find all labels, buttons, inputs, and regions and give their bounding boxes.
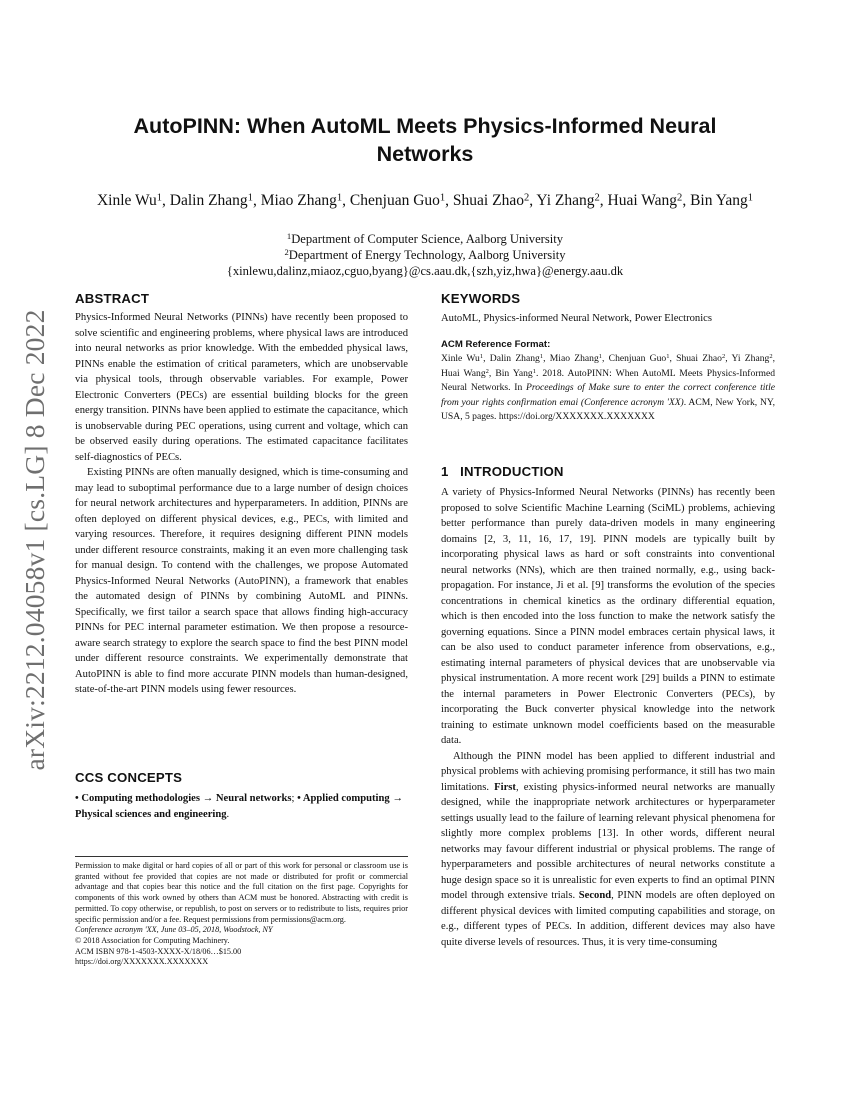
doi-line: https://doi.org/XXXXXXX.XXXXXXX <box>75 957 209 967</box>
intro-paragraph: Although the PINN model has been applied to different industrial and physical problems with achieving promising performance, it still has two main limitations. First, existing physics-informed neural networks are manually designed, while the inappropriate network architectures or hyperparameter settings usually lead to the failure of learning relevant physical phenomena for slightly more complex problems [13]. In other words, different neural networks may favour different industrial or physical problems. The range of hyperparameters and possible architectures of neural networks constitute a huge design space so it is unrealistic for even experts to find an optimal PINN model through extensive trials. Second, PINN models are often deployed on different physical devices with limited computing capabilities and storage, on e.g., different types of PECs. In addition, different devices may also have quite diverse levels of resources. Thus, it is very time-consuming <box>441 750 775 948</box>
ccs-concepts: • Computing methodologies → Neural networks; • Applied computing → Physical sciences and engineering. <box>75 793 403 820</box>
arxiv-stamp <box>10 300 60 780</box>
introduction-body <box>441 485 775 950</box>
author: Bin Yang$^1$ <box>690 192 754 209</box>
permission-text: Permission to make digital or hard copies of all or part of this work for personal or classroom use is granted without fee provided that copies are not made or distributed for profit or commercial advantage and that copies bear this notice and the full citation on the first page. Copyrights for components of this work owned by others than ACM must be honored. Abstracting with credit is permitted. To copy otherwise, or republish, to post on servers or to redistribute to lists, requires prior specific permission and/or a fee. Request permissions from permissions@acm.org. <box>75 861 408 924</box>
arxiv-stamp-text: arXiv:2212.04058v1 [cs.LG] 8 Dec 2022 <box>19 309 50 771</box>
keywords-heading: KEYWORDS <box>441 291 521 306</box>
footnote-rule <box>75 856 408 857</box>
acm-reference-text: Xinle Wu$^1$, Dalin Zhang$^1$, Miao Zhang$^1$, Chenjuan Guo$^1$, Shuai Zhao$^2$, Yi Zhang$^2$, Huai Wang$^2$, Bin Yang$^1$. 2018. AutoPINN: When AutoML Meets Physics-Informed Neural Networks. In Proceedings of Make sure to enter the correct conference title from your rights confirmation emai (Conference acronym 'XX). ACM, New York, NY, USA, 5 pages. https://doi.org/XXXXXXX.XXXXXXX <box>441 353 776 422</box>
ccs-concept: • Applied computing → Physical sciences and engineering <box>75 793 403 820</box>
affiliations <box>80 231 770 279</box>
abstract-paragraph: Physics-Informed Neural Networks (PINNs) have recently been proposed to solve scientific and engineering problems, where physical laws are introduced into neural networks as prior knowledge. With the embedded physical laws, PINNs enable the estimation of critical parameters, which are unobservable via physical tools, through observable variables. For example, Power Electronic Converters (PECs) are essential building blocks for the green energy transition. PINNs have been applied to estimate the capacitance, which is unobservable during PEC operations, using current and voltage, which can be observed easily during operations. The estimated capacitance facilitates self-diagnostics of PECs. <box>75 312 408 463</box>
copyright-line: © 2018 Association for Computing Machinery. <box>75 935 230 945</box>
author: Dalin Zhang$^1$ <box>169 192 253 209</box>
abstract-heading: ABSTRACT <box>75 291 150 306</box>
abstract-paragraph: Existing PINNs are often manually designed, which is time-consuming and may lead to suboptimal performance due to a large number of design choices for neural network architectures and hyperparameters. In addition, PINNs are often deployed on different physical devices, e.g., PECs, with limited and varying resources. Therefore, it requires designing different PINN models under different resource constraints, making it an even more challenging task for manual design. To contend with the challenges, we propose Automated Physics-Informed Neural Networks (AutoPINN), a framework that enables the automated design of PINNs by combining AutoML and PINNs. Specifically, we first tailor a search space that allows finding high-accuracy PINNs for PEC internal parameter estimation. We then propose a resource-aware search strategy to explore the search space to find the best PINN model under different resource constraints. We experimentally demonstrate that AutoPINN is able to find more accurate PINN models than human-designed, state-of-the-art PINN models using fewer resources. <box>75 467 408 695</box>
author: Xinle Wu$^1$ <box>96 192 163 209</box>
paper-title: AutoPINN: When AutoML Meets Physics-Informed Neural Networks <box>133 114 717 166</box>
acm-reference-heading: ACM Reference Format: <box>441 339 551 350</box>
author-list: Xinle Wu$^1$, Dalin Zhang$^1$, Miao Zhang$^1$, Chenjuan Guo$^1$, Shuai Zhao$^2$, Yi Zhang$^2$, Huai Wang$^2$, Bin Yang$^1$ <box>96 192 754 209</box>
intro-paragraph: A variety of Physics-Informed Neural Networks (PINNs) has recently been proposed to solve Scientific Machine Learning (SciML) problems, achieving better performance than purely data-driven models in many engineering domains [2, 3, 11, 16, 17, 19]. PINN models are typically built by incorporating physical laws as hard or soft constraints into conventional neural networks (NNs), which are then trained normally, e.g., using back-propagation. For instance, Ji et al. [9] transforms the evolution of the species concentrations in chemical kinetics as the ordinary differential equation, which is then encoded into the loss function to make the network satisfy the governing equations. Since a PINN model embraces certain physical laws, it can be also used to conduct parameter inference from observations, e.g., estimating internal parameters of physical devices that are unobservable via physical instrumentation. A more recent work [29] builds a PINN to estimate the internal parameters in Power Electronic Converters (PECs), by incorporating the Buck converter physical knowledge into the network training to estimate unknown model coefficients based on the measurable data. <box>441 487 775 746</box>
abstract-body <box>75 310 408 698</box>
affiliation: $^2$Department of Energy Technology, Aalborg University <box>284 247 566 262</box>
author: Huai Wang$^2$ <box>607 192 683 209</box>
author: Yi Zhang$^2$ <box>536 192 600 209</box>
conference-line: Conference acronym 'XX, June 03–05, 2018, Woodstock, NY <box>75 925 273 935</box>
keywords-text: AutoML, Physics-informed Neural Network, Power Electronics <box>441 313 712 324</box>
introduction-heading: 1 INTRODUCTION <box>441 464 564 479</box>
author: Chenjuan Guo$^1$ <box>349 192 446 209</box>
isbn-line: ACM ISBN 978-1-4503-XXXX-X/18/06…$15.00 <box>75 946 242 956</box>
ccs-concept: • Computing methodologies → Neural networks <box>75 793 292 804</box>
permission-footnote <box>75 861 408 968</box>
ccs-heading: CCS CONCEPTS <box>75 770 183 785</box>
author-emails: {xinlewu,dalinz,miaoz,cguo,byang}@cs.aau.dk,{szh,yiz,hwa}@energy.aau.dk <box>226 264 624 278</box>
author: Miao Zhang$^1$ <box>260 192 343 209</box>
affiliation: $^1$Department of Computer Science, Aalborg University <box>286 231 564 246</box>
author: Shuai Zhao$^2$ <box>452 192 530 209</box>
